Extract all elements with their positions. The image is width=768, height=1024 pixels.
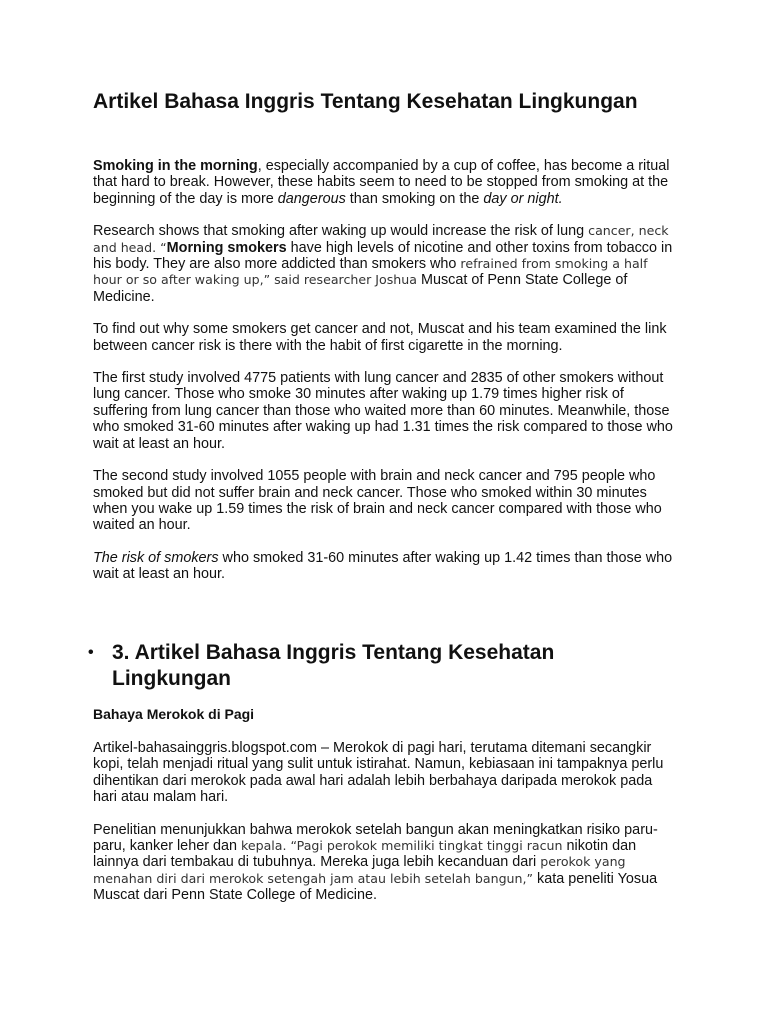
text-run: who smoked 31-60 minutes after waking up 1.42 times than those who wait at least an hour. [93, 549, 673, 583]
bold-phrase: Smoking in the morning [93, 158, 258, 174]
text-run-alt-font: perokok yang menahan diri dari merokok setengah jam atau lebih setelah bangun,” [93, 854, 626, 886]
bold-phrase: Morning smokers [166, 239, 287, 256]
article-title: Artikel Bahasa Inggris Tentang Kesehatan Lingkungan [93, 90, 638, 113]
text-run: Research shows that smoking after waking up would increase the risk of lung [93, 223, 589, 240]
text-run: than smoking on the [345, 190, 484, 207]
italic-phrase: dangerous [277, 190, 346, 207]
paragraph-second-study: The second study involved 1055 people with brain and neck cancer and 795 people who smoked but did not suffer brain and neck cancer. Those who smoked within 30 minutes when you wake up 1.59 times the risk of brain and neck cancer compared with those who waited an hour. [93, 468, 662, 534]
text-run-alt-font: kepala. “Pagi perokok memiliki tingkat tinggi racun [241, 837, 563, 853]
italic-phrase: day or night. [483, 190, 563, 207]
text-run-alt-font: cancer, neck and head. “ [93, 223, 669, 255]
text-run-alt-font: refrained from smoking a half hour or so after waking up,” said researcher Joshua [93, 256, 648, 288]
paragraph-research [93, 223, 674, 305]
bullet-icon: • [88, 643, 94, 661]
paragraph-id-research [93, 822, 674, 904]
section-heading-text: 3. Artikel Bahasa Inggris Tentang Kesehatan Lingkungan [112, 640, 555, 690]
paragraph-risk [93, 550, 674, 583]
paragraph-intro [93, 158, 674, 207]
paragraph-first-study: The first study involved 4775 patients with lung cancer and 2835 of other smokers without lung cancer. Those who smoke 30 minutes after waking up 1.79 times higher risk of suffering from lung cancer than those who waited more than 60 minutes. Meanwhile, those who smoked 31-60 minutes after waking up had 1.31 times the risk compared to those who wait at least an hour. [93, 370, 673, 452]
text-run: nikotin dan lainnya dari tembakau di tubuhnya. Mereka juga lebih kecanduan dari [93, 837, 637, 871]
text-run: , especially accompanied by a cup of coffee, has become a ritual that hard to break. However, these habits seem to need to be stopped from smoking at the beginning of the day is more [93, 158, 670, 207]
text-run: have high levels of nicotine and other toxins from tobacco in his body. They are also more addicted than smokers who [93, 239, 673, 273]
paragraph-muscat: To find out why some smokers get cancer and not, Muscat and his team examined the link between cancer risk is there with the habit of first cigarette in the morning. [93, 321, 667, 354]
text-run: Muscat of Penn State College of Medicine. [93, 272, 628, 305]
text-run: kata peneliti Yosua Muscat dari Penn State College of Medicine. [93, 870, 658, 904]
italic-phrase: The risk of smokers [93, 549, 219, 566]
text-run: Penelitian menunjukkan bahwa merokok setelah bangun akan meningkatkan risiko paru-paru, kanker leher dan [93, 821, 658, 854]
section-heading [66, 640, 674, 692]
paragraph-id-intro: Artikel-bahasainggris.blogspot.com – Merokok di pagi hari, terutama ditemani secangkir kopi, telah menjadi ritual yang sulit untuk istirahat. Namun, kebiasaan ini tampaknya perlu dihentikan dari merokok pada awal hari adalah lebih berbahaya daripada merokok pada hari atau malam hari. [93, 739, 664, 806]
subheading: Bahaya Merokok di Pagi [93, 705, 255, 722]
